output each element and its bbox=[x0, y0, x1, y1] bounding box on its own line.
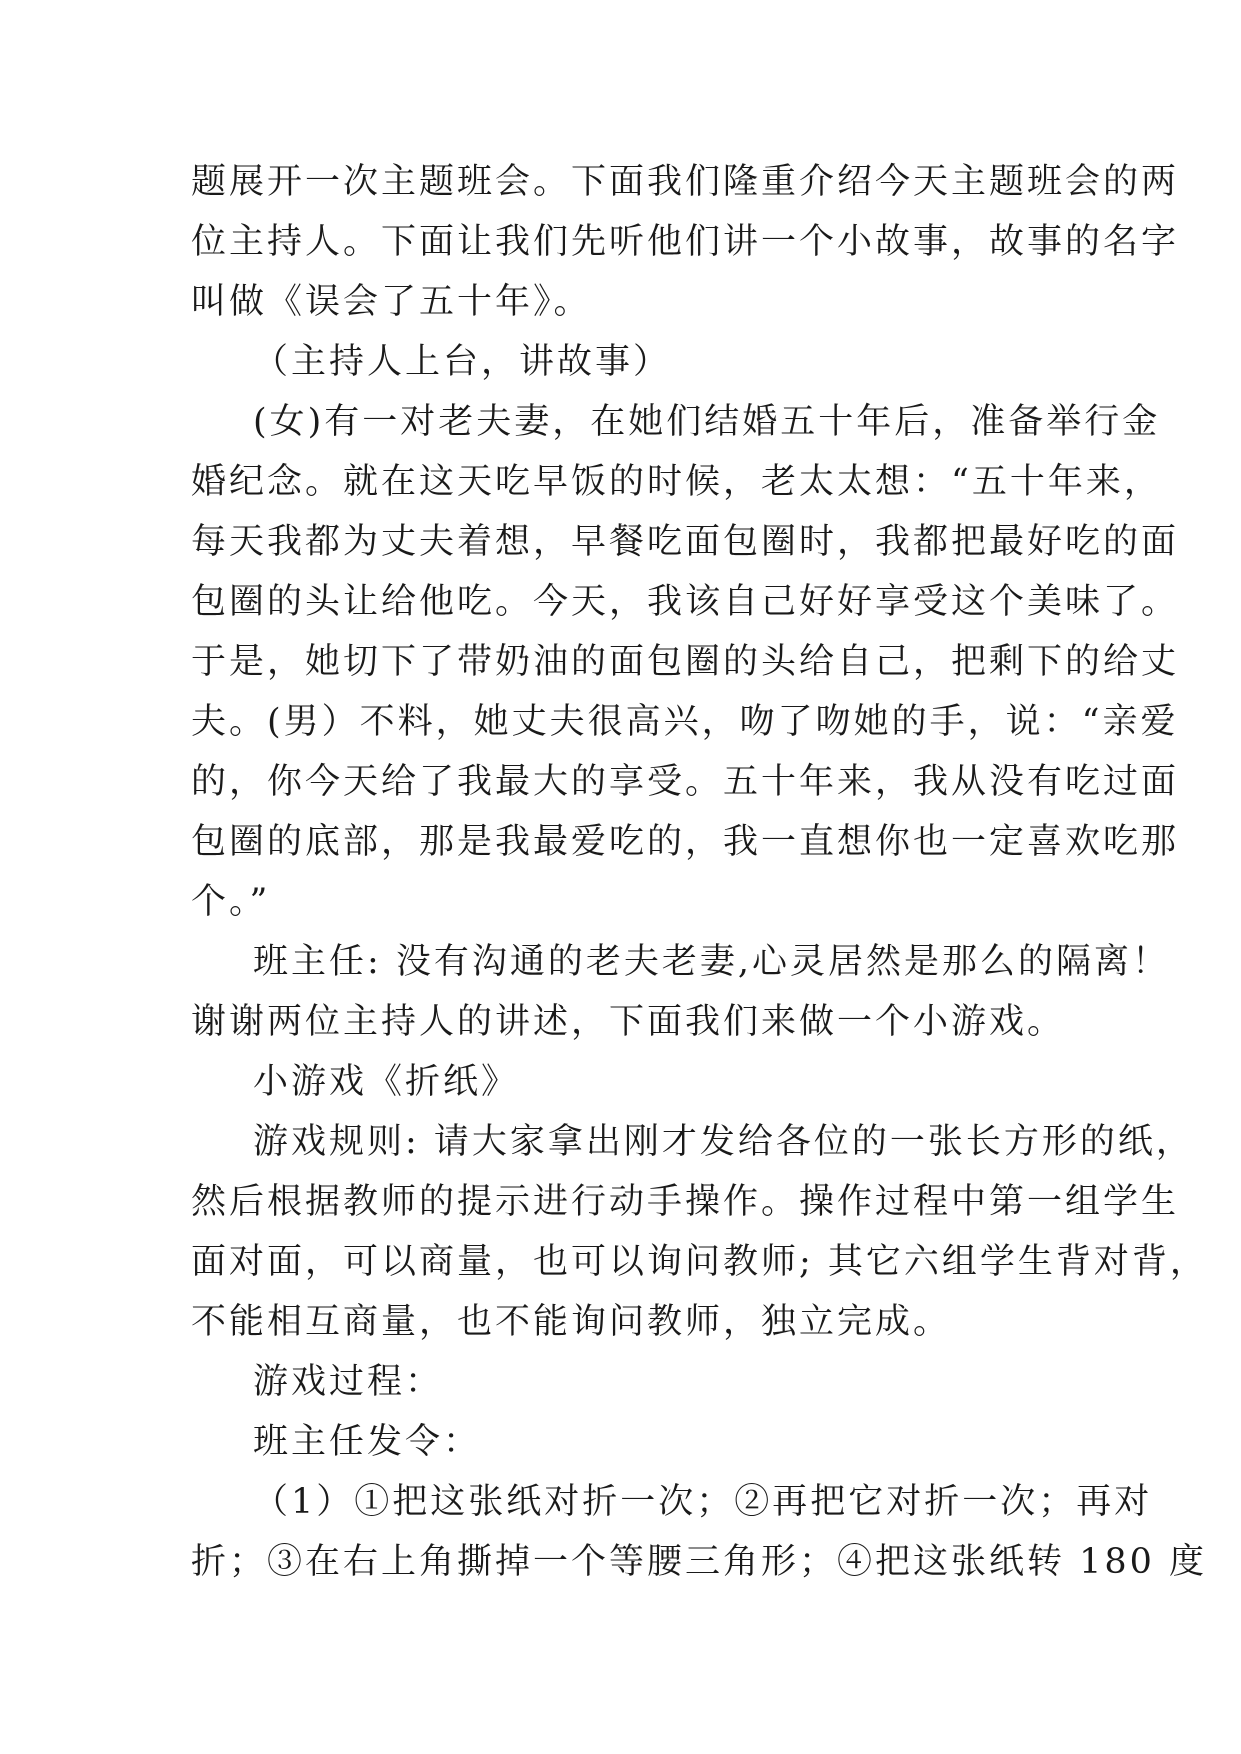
text-line: 的，你今天给了我最大的享受。五十年来，我从没有吃过面 bbox=[191, 762, 1180, 802]
text-line: 于是，她切下了带奶油的面包圈的头给自己，把剩下的给丈 bbox=[191, 642, 1180, 682]
text-line: 游戏规则: 请大家拿出刚才发给各位的一张长方形的纸， bbox=[253, 1122, 1194, 1162]
text-line: 题展开一次主题班会。下面我们隆重介绍今天主题班会的两 bbox=[191, 162, 1180, 202]
text-line: 然后根据教师的提示进行动手操作。操作过程中第一组学生 bbox=[191, 1182, 1180, 1222]
text-line: 折；③在右上角撕掉一个等腰三角形；④把这张纸转 180 度 bbox=[191, 1542, 1208, 1582]
text-line: 婚纪念。就在这天吃早饭的时候，老太太想：“五十年来， bbox=[191, 462, 1162, 502]
text-line: 包圈的底部，那是我最爱吃的，我一直想你也一定喜欢吃那 bbox=[191, 822, 1180, 862]
text-line: 不能相互商量，也不能询问教师，独立完成。 bbox=[191, 1302, 952, 1342]
text-line: 每天我都为丈夫着想，早餐吃面包圈时，我都把最好吃的面 bbox=[191, 522, 1180, 562]
text-line: 游戏过程： bbox=[253, 1362, 444, 1402]
text-line: 谢谢两位主持人的讲述，下面我们来做一个小游戏。 bbox=[191, 1002, 1066, 1042]
text-line: （1）①把这张纸对折一次；②再把它对折一次；再对 bbox=[253, 1482, 1153, 1522]
text-line: 位主持人。下面让我们先听他们讲一个小故事，故事的名字 bbox=[191, 222, 1180, 262]
text-line: 面对面，可以商量，也可以询问教师; 其它六组学生背对背， bbox=[191, 1242, 1208, 1282]
text-line: 小游戏《折纸》 bbox=[253, 1062, 520, 1102]
text-line: 班主任发令： bbox=[253, 1422, 482, 1462]
text-line: 叫做《误会了五十年》。 bbox=[191, 282, 592, 322]
text-line: 个。” bbox=[191, 882, 271, 922]
text-line: 夫。(男）不料，她丈夫很高兴，吻了吻她的手，说：“亲爱 bbox=[191, 702, 1179, 742]
text-line: （主持人上台，讲故事） bbox=[253, 342, 672, 382]
text-line: (女)有一对老夫妻，在她们结婚五十年后，准备举行金 bbox=[253, 402, 1161, 442]
text-line: 班主任: 没有沟通的老夫老妻,心灵居然是那么的隔离！ bbox=[253, 942, 1171, 982]
text-line: 包圈的头让给他吃。今天，我该自己好好享受这个美味了。 bbox=[191, 582, 1180, 622]
